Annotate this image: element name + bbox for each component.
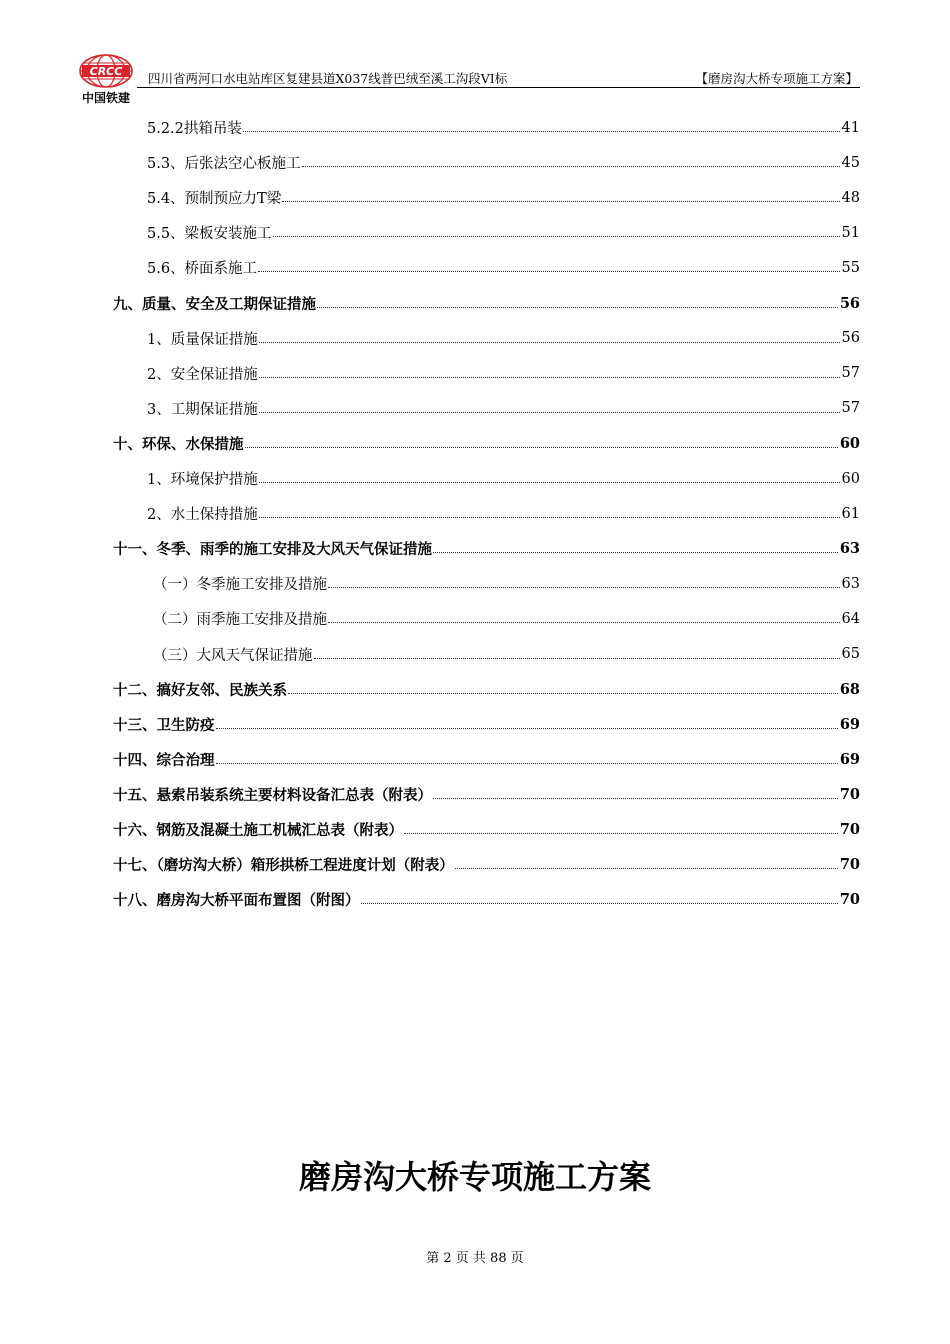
toc-entry-title: 九、质量、安全及工期保证措施 [113, 296, 316, 313]
toc-entry-title: 十六、钢筋及混凝土施工机械汇总表（附表） [113, 823, 403, 839]
toc-entry-page: 63 [841, 575, 860, 592]
toc-leader-dots [216, 728, 838, 729]
toc-leader-dots [433, 552, 838, 553]
toc-entry-title: 5.2.2拱箱吊装 [147, 121, 242, 137]
toc-section-entry[interactable] [113, 391, 860, 426]
toc-entry-title: 十一、冬季、雨季的施工安排及大风天气保证措施 [113, 542, 432, 559]
toc-leader-dots [314, 658, 840, 659]
toc-entry-title: 5.6、桥面系施工 [147, 261, 258, 278]
toc-leader-dots [302, 166, 840, 167]
header-divider [137, 87, 860, 88]
toc-section-entry[interactable] [113, 566, 860, 601]
toc-entry-page: 64 [841, 610, 860, 627]
toc-leader-dots [259, 517, 840, 518]
toc-entry-page: 57 [841, 365, 860, 382]
toc-entry-page: 60 [839, 434, 860, 452]
toc-leader-dots [328, 622, 840, 623]
toc-section-entry[interactable] [113, 637, 860, 672]
toc-entry-page: 60 [841, 470, 860, 487]
toc-leader-dots [273, 236, 840, 237]
toc-entry-page: 48 [841, 189, 860, 206]
toc-entry-page: 41 [841, 119, 860, 136]
toc-entry-title: 2、安全保证措施 [147, 366, 258, 383]
toc-entry-title: 5.5、梁板安装施工 [147, 226, 272, 243]
toc-entry-page: 70 [839, 821, 860, 838]
toc-entry-page: 69 [839, 750, 860, 768]
toc-entry-page: 63 [839, 540, 860, 558]
toc-entry-title: 十四、综合治理 [113, 752, 215, 769]
toc-section-entry[interactable] [113, 180, 860, 215]
header-document-title: 【磨房沟大桥专项施工方案】 [695, 71, 858, 86]
logo-text: 中国铁建 [81, 91, 130, 105]
toc-entry-title: 5.4、预制预应力T梁 [147, 191, 282, 208]
toc-chapter-entry[interactable] [113, 426, 860, 461]
toc-chapter-entry[interactable] [113, 812, 860, 847]
header-project-name: 四川省两河口水电站库区复建县道X037线普巴绒至溪工沟段VI标 [148, 71, 508, 86]
toc-leader-dots [259, 342, 840, 343]
toc-section-entry[interactable] [113, 461, 860, 496]
toc-entry-page: 70 [839, 785, 860, 803]
toc-chapter-entry[interactable] [113, 707, 860, 742]
toc-leader-dots [243, 131, 840, 132]
crcc-logo-icon [75, 52, 137, 92]
toc-section-entry[interactable] [113, 601, 860, 636]
toc-entry-title: 3、工期保证措施 [147, 401, 258, 418]
toc-chapter-entry[interactable] [113, 531, 860, 566]
toc-entry-title: 5.3、后张法空心板施工 [147, 156, 301, 173]
toc-entry-page: 65 [841, 646, 860, 662]
main-title: 磨房沟大桥专项施工方案 [298, 1158, 651, 1196]
toc-chapter-entry[interactable] [113, 847, 860, 882]
toc-entry-title: 十五、悬索吊装系统主要材料设备汇总表（附表） [113, 787, 432, 804]
toc-entry-title: 十、环保、水保措施 [113, 436, 244, 453]
toc-entry-page: 70 [839, 856, 860, 874]
toc-entry-page: 56 [839, 294, 860, 312]
toc-entry-title: 1、质量保证措施 [147, 331, 258, 348]
page-footer: 第 2 页 共 88 页 [426, 1251, 524, 1266]
toc-entry-page: 57 [841, 400, 860, 417]
toc-section-entry[interactable] [113, 321, 860, 356]
toc-chapter-entry[interactable] [113, 777, 860, 812]
toc-chapter-entry[interactable] [113, 742, 860, 777]
toc-leader-dots [259, 377, 840, 378]
toc-chapter-entry[interactable] [113, 286, 860, 321]
toc-leader-dots [404, 833, 838, 834]
toc-leader-dots [317, 307, 838, 308]
toc-entry-title: 2、水土保持措施 [147, 507, 258, 524]
toc-entry-page: 55 [841, 259, 860, 276]
toc-leader-dots [259, 482, 840, 483]
toc-entry-page: 70 [839, 891, 860, 909]
toc-section-entry[interactable] [113, 145, 860, 180]
svg-text:CRCC: CRCC [89, 65, 123, 78]
toc-entry-title: 十八、磨房沟大桥平面布置图（附图） [113, 893, 360, 910]
toc-entry-title: （二）雨季施工安排及措施 [153, 612, 327, 629]
page-header [75, 52, 860, 105]
toc-chapter-entry[interactable] [113, 882, 860, 917]
toc-entry-page: 69 [839, 715, 860, 733]
toc-leader-dots [259, 412, 840, 413]
toc-chapter-entry[interactable] [113, 672, 860, 707]
toc-entry-title: 1、环境保护措施 [147, 472, 258, 488]
toc-entry-title: （一）冬季施工安排及措施 [153, 577, 327, 594]
toc-section-entry[interactable] [113, 215, 860, 250]
toc-entry-page: 61 [841, 505, 860, 522]
toc-leader-dots [216, 763, 838, 764]
toc-entry-page: 68 [839, 680, 860, 698]
toc-section-entry[interactable] [113, 110, 860, 145]
toc-leader-dots [258, 271, 839, 272]
toc-entry-title: 十七、（磨坊沟大桥）箱形拱桥工程进度计划（附表） [113, 858, 454, 875]
toc-leader-dots [288, 693, 838, 694]
toc-entry-title: （三）大风天气保证措施 [153, 647, 313, 664]
toc-section-entry[interactable] [113, 496, 860, 531]
toc-leader-dots [433, 798, 838, 799]
toc-entry-title: 十三、卫生防疫 [113, 717, 215, 734]
toc-leader-dots [245, 447, 838, 448]
toc-entry-page: 45 [841, 154, 860, 171]
toc-entry-page: 56 [841, 330, 860, 347]
toc-leader-dots [282, 201, 839, 202]
toc-entry-title: 十二、搞好友邻、民族关系 [113, 682, 287, 699]
toc-entry-page: 51 [841, 224, 860, 241]
toc-section-entry[interactable] [113, 250, 860, 285]
toc-leader-dots [455, 868, 838, 869]
toc-leader-dots [361, 903, 838, 904]
toc-section-entry[interactable] [113, 356, 860, 391]
toc-leader-dots [328, 587, 840, 588]
